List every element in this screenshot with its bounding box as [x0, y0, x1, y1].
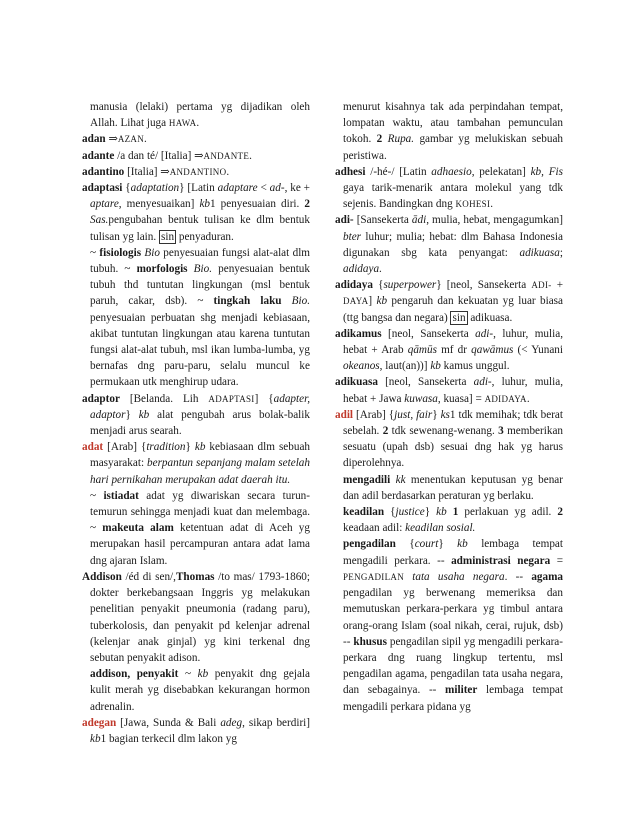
- entry-adi: adi- [Sansekerta ādi, mulia, hebat, mengagumkan] bter luhur; mulia; hebat: dlm Bahasa Indonesia digunakan sbg kata penyangat: adikuasa; adidaya.: [335, 214, 564, 276]
- subentry-adaptasi-derivatives: ~ fisiologis Bio penyesuaian fungsi alat-alat dlm tubuh. ~ morfologis Bio. penyesuaian bentuk tubuh thd tuntutan lingkungan (msl bentuk paruh, cakar, dsb). ~ tingkah laku Bio. penyesuaian perbuatan shg menjadi kebiasaan, akibat tuntutan lingkungan atau karena tuntutan fungsi alat-alat tubuh, msl ikan lumba-lumba, yg bernafas dng paru-paru, selalu muncul ke permukaan utk menghirup udara.: [90, 246, 311, 389]
- synonym-box: sin: [452, 311, 466, 324]
- subentry-addison-penyakit: addison, penyakit ~ kb penyakit dng gejala kulit merah yg disebabkan kekurangan hormon adrenalin.: [90, 668, 311, 713]
- headword: Addison: [82, 570, 122, 583]
- headword: adat: [82, 441, 104, 454]
- headword: adikuasa: [335, 376, 378, 389]
- left-column: [82, 99, 310, 747]
- entry-adat: adat [Arab] {tradition} kb kebiasaan dlm sebuah masyarakat: berpantun sepanjang malam setelah hari pernikahan merupakan adat daerah itu.: [82, 441, 311, 486]
- headword: adantino: [82, 165, 125, 178]
- entry-adantino: adantino [Italia] ⇒ANDANTINO.: [82, 165, 230, 178]
- headword: adi-: [335, 214, 354, 227]
- entry-adante: adante /a dan té/ [Italia] ⇒ANDANTE.: [82, 149, 252, 162]
- subentry-mengadili: mengadili kk menentukan keputusan yg benar dan adil berdasarkan peraturan yg berlaku.: [343, 473, 564, 502]
- headword: adil: [335, 408, 354, 421]
- entry-adil: adil [Arab] {just, fair} ks1 tdk memihak; tdk berat sebelah. 2 tdk sewenang-wenang. 3 memberikan sesuatu (upah dsb) sesuai dng hak yg harus diperolehnya.: [335, 408, 564, 470]
- entry-addison: Addison /éd di sen/,Thomas /to mas/ 1793-1860; dokter berkebangsaan Inggris yg melakukan penelitian penyakit pneumonia (radang paru), tuberkolosis, dan penyakit pd kelenjar adrenal (kelenjar anak ginjal) yg kini terkenal dng sebutan penyakit adison.: [82, 570, 310, 664]
- entry-continuation: menurut kisahnya tak ada perpindahan tempat, lompatan waktu, atau tambahan pemunculan tokoh. 2 Rupa. gambar yg melukiskan sebuah peristiwa.: [343, 101, 563, 162]
- right-column: [335, 99, 563, 715]
- headword: adaptasi: [82, 182, 123, 195]
- subentry-pengadilan: pengadilan {court} kb lembaga tempat mengadili perkara. -- administrasi negara = PENGADILAN tata usaha negara. -- agama pengadilan yg berwenang memeriksa dan memutuskan perkara-perkara yg timbul antara orang-orang Islam (soal nikah, cerai, rujuk, dsb) -- khusus pengadilan sipil yg mengadili perkara-perkara dng ruang lingkup tertentu, msl pengadilan agama, pengadilan tata usaha negara, dan sebagainya. -- militer lembaga tempat mengadili perkara pidana yg: [343, 538, 564, 713]
- synonym-box: sin: [160, 230, 175, 243]
- entry-adaptor: adaptor [Belanda. Lih ADAPTASI] {adapter, adaptor} kb alat pengubah arus bolak-balik menjadi arus searah.: [82, 392, 310, 438]
- entry-adikamus: adikamus [neol, Sansekerta adi-, luhur, mulia, hebat + Arab qāmūs mf dr qawāmus (< Yunani okeanos, laut(an))] kb kamus unggul.: [335, 327, 564, 373]
- headword: adegan: [82, 716, 117, 729]
- entry-adhesi: adhesi /-hé-/ [Latin adhaesio, pelekatan] kb, Fis gaya tarik-menarik antara molekul yang tdk sejenis. Bandingkan dng KOHESI.: [335, 165, 563, 211]
- subentry-adat-derivatives: ~ istiadat adat yg diwariskan secara turun-temurun sehingga menjadi kuat dan melembaga. ~ makeuta alam ketentuan adat di Aceh yg merupakan hasil percampuran antara adat lama dng ajaran Islam.: [90, 489, 310, 567]
- entry-continuation: manusia (lelaki) pertama yg dijadikan oleh Allah. Lihat juga HAWA.: [90, 101, 310, 130]
- headword: adan: [82, 133, 106, 146]
- entry-adaptasi: adaptasi {adaptation} [Latin adaptare < ad-, ke + aptare, menyesuaikan] kb1 penyesuaian diri. 2 Sas.pengubahan bentuk tulisan ke dlm bentuk tulisan yg lain. sin penyaduran.: [82, 182, 310, 243]
- subentry-keadilan: keadilan {justice} kb 1 perlakuan yg adil. 2 keadaan adil: keadilan sosial.: [343, 506, 563, 535]
- headword: adidaya: [335, 279, 373, 292]
- entry-adikuasa: adikuasa [neol, Sansekerta adi-, luhur, mulia, hebat + Jawa kuwasa, kuasa] = ADIDAYA.: [335, 376, 563, 405]
- headword: adikamus: [335, 327, 382, 340]
- entry-adidaya: adidaya {superpower} [neol, Sansekerta ADI- + DAYA] kb pengaruh dan kekuatan yg luar biasa (ttg bangsa dan negara) sin adikuasa.: [335, 279, 563, 324]
- entry-adan: adan ⇒AZAN.: [82, 133, 147, 146]
- headword: adhesi: [335, 165, 366, 178]
- entry-adegan: adegan [Jawa, Sunda & Bali adeg, sikap berdiri] kb1 bagian terkecil dlm lakon yg: [82, 716, 311, 745]
- headword: adante: [82, 149, 115, 162]
- headword: adaptor: [82, 392, 120, 405]
